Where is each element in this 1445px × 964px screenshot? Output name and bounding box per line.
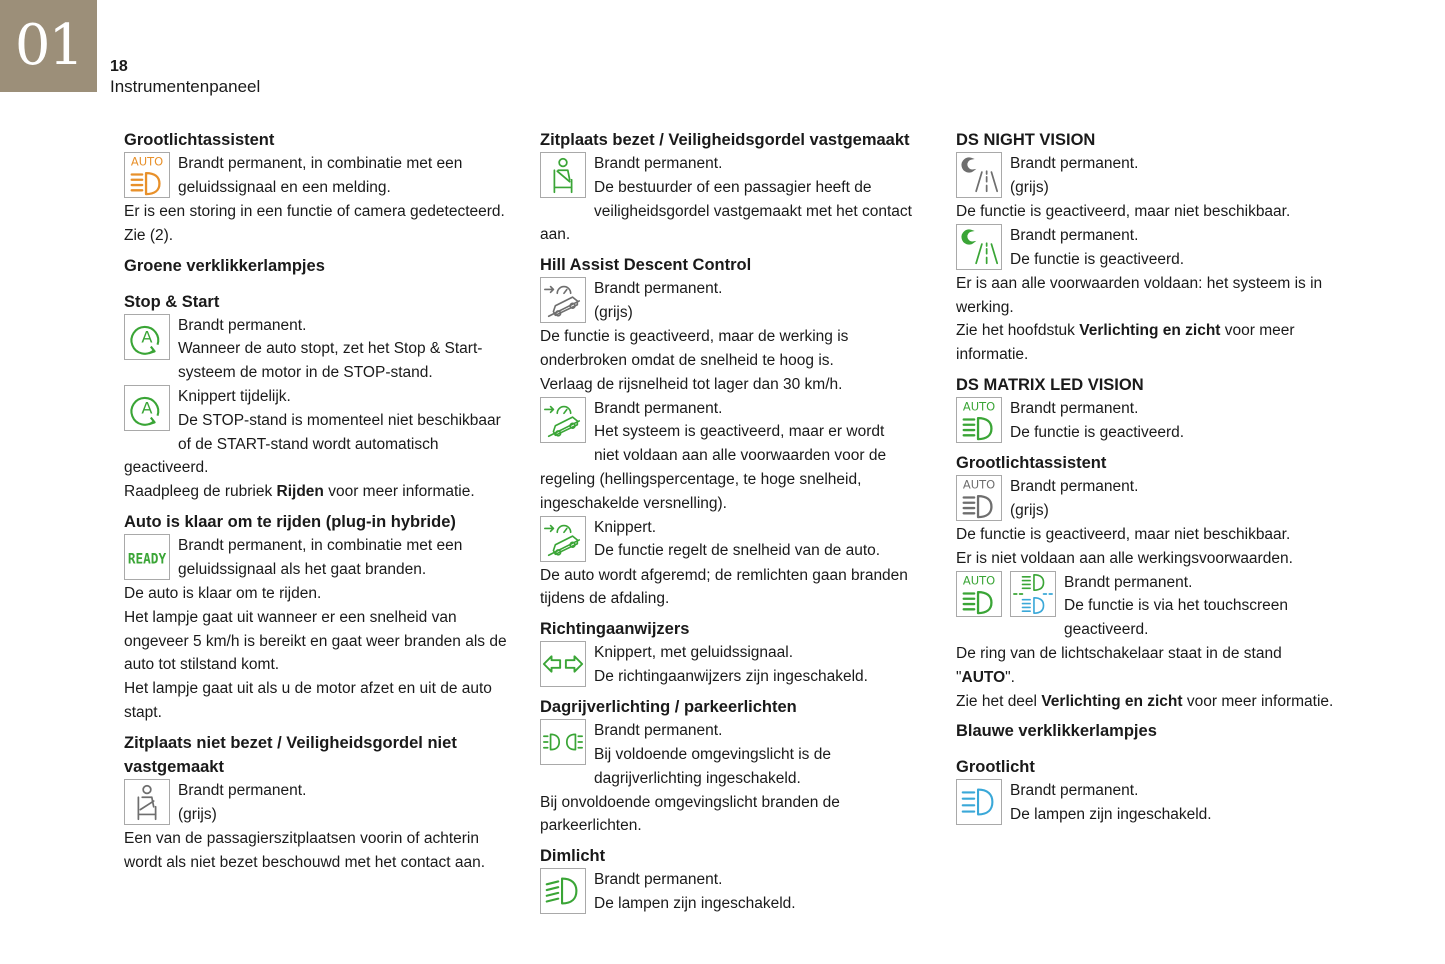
hill-descent-grey-icon [540, 277, 586, 323]
paragraph: De auto is klaar om te rijden. [124, 584, 322, 602]
column-2 [540, 128, 932, 916]
text-line: Brandt permanent, in combinatie met een [178, 536, 463, 554]
svg-text:AUTO: AUTO [130, 154, 164, 169]
text-line: Brandt permanent. [594, 155, 723, 172]
paragraph-reference: Zie het hoofdstuk Verlichting en zicht voor meer informatie. [956, 322, 1295, 364]
text-line: De functie regelt de snelheid van de auto. [594, 542, 881, 560]
hill-descent-green-icon [540, 397, 586, 443]
paragraph: De ring van de lichtschakelaar staat in de stand [956, 644, 1282, 662]
ready-green-icon [124, 534, 170, 580]
text-line: Het systeem is geactiveerd, maar er wordt [594, 423, 885, 441]
paragraph: "AUTO". [956, 668, 1015, 686]
paragraph: Een van de passagierszitplaatsen voorin of achterin wordt als niet bezet beschouwd met het contact aan. [124, 829, 486, 871]
text-line: De lampen zijn ingeschakeld. [1010, 806, 1212, 824]
indicator-night-vision-grey [956, 152, 1348, 200]
text-line: Brandt permanent. [594, 871, 723, 889]
text-line: Bij voldoende omgevingslicht is de [594, 745, 831, 763]
indicator-ready [124, 534, 516, 582]
text-line: De STOP-stand is momenteel niet beschikbaar [178, 411, 501, 429]
text-line: (grijs) [178, 805, 217, 823]
auto-high-beam-orange-icon [124, 152, 170, 198]
indicator-matrix-led [956, 397, 1348, 445]
indicator-turn-signals [540, 641, 932, 689]
page-title: Instrumentenpaneel [110, 77, 261, 96]
text-line: (grijs) [1010, 501, 1049, 519]
section-title-seat-belted: Zitplaats bezet / Veiligheidsgordel vastgemaakt [540, 131, 910, 149]
text-line: Brandt permanent. [1010, 782, 1139, 800]
text-line: De bestuurder of een passagier heeft de [594, 178, 872, 196]
stop-start-blinking-green-icon [124, 385, 170, 431]
auto-high-beam-green-icon [956, 397, 1002, 443]
text-line: De functie is geactiveerd. [1010, 250, 1185, 268]
text-line: Brandt permanent. [594, 399, 723, 417]
text-continuation: veiligheidsgordel vastgemaakt met het contact aan. [540, 202, 912, 244]
text-line: geluidssignaal en een melding. [178, 178, 391, 196]
section-title-turn-signals: Richtingaanwijzers [540, 620, 690, 639]
paragraph: De functie is geactiveerd, maar niet beschikbaar. [956, 525, 1291, 543]
paragraph: De functie is geactiveerd, maar niet beschikbaar. [956, 203, 1291, 220]
text-line: Brandt permanent. [594, 722, 723, 740]
text-line: De richtingaanwijzers zijn ingeschakeld. [594, 667, 868, 685]
text-line: Knippert tijdelijk. [178, 387, 291, 405]
reference-verlichting: Verlichting en zicht [1079, 322, 1221, 340]
svg-text:AUTO: AUTO [962, 573, 996, 588]
indicator-stop-start-blinking [124, 385, 516, 480]
indicator-seat-unoccupied [124, 779, 516, 827]
section-title-grootlichtassistent: Grootlichtassistent [956, 453, 1107, 472]
section-title-ready: Auto is klaar om te rijden (plug-in hybride) [124, 512, 456, 531]
text-line: Knippert, met geluidssignaal. [594, 644, 794, 662]
section-title-stop-start: Stop & Start [124, 292, 220, 311]
seat-belted-green-icon [540, 152, 586, 198]
indicator-gla-grey [956, 475, 1348, 523]
text-line: (grijs) [1010, 178, 1049, 196]
paragraph: Er is niet voldaan aan alle werkingsvoorwaarden. [956, 549, 1293, 567]
svg-text:AUTO: AUTO [962, 477, 996, 492]
svg-text:A: A [141, 398, 153, 418]
section-title-drl: Dagrijverlichting / parkeerlichten [540, 698, 797, 717]
text-line: Knippert. [594, 518, 657, 536]
text-continuation: of de START-stand wordt automatisch geactiveerd. [124, 435, 439, 477]
reference-rijden: Rijden [276, 483, 324, 501]
auto-high-beam-green-icon [956, 571, 1002, 617]
group-title-blauwe: Blauwe verklikkerlampjes [956, 722, 1157, 741]
text-line: De lampen zijn ingeschakeld. [594, 894, 796, 912]
indicator-hadc-grey [540, 277, 932, 325]
paragraph: Het lampje gaat uit wanneer er een snelheid van ongeveer 5 km/h is bereikt en gaat weer branden als de auto tot stilstand komt. [124, 608, 507, 674]
text-line: Brandt permanent. [1010, 477, 1139, 495]
indicator-hadc-blinking [540, 516, 932, 564]
paragraph-reference: Raadpleeg de rubriek Rijden voor meer informatie. [124, 483, 475, 501]
high-beam-blue-icon [956, 779, 1002, 825]
section-title-grootlicht: Grootlicht [956, 758, 1035, 777]
seat-unbelted-grey-icon [124, 779, 170, 825]
indicator-hadc-steady [540, 397, 932, 516]
indicator-seat-belted [540, 152, 932, 247]
svg-text:AUTO: AUTO [962, 399, 996, 414]
indicator-grootlicht [956, 779, 1348, 827]
auto-setting: AUTO [961, 668, 1006, 686]
svg-text:A: A [141, 327, 153, 347]
paragraph: Het lampje gaat uit als u de motor afzet en uit de auto stapt. [124, 680, 492, 721]
page-number: 18 [110, 58, 128, 75]
text-line: (grijs) [594, 303, 633, 321]
section-title-night-vision: DS NIGHT VISION [956, 131, 1096, 149]
column-1 [124, 128, 516, 874]
section-title-dimlicht: Dimlicht [540, 847, 606, 866]
chapter-tab: 01 [0, 0, 97, 92]
paragraph: Verlaag de rijsnelheid tot lager dan 30 km/h. [540, 375, 843, 393]
text-line: Brandt permanent. [1010, 226, 1139, 244]
indicator-stop-start-steady [124, 314, 516, 385]
text-line: Brandt permanent. [178, 316, 307, 334]
stop-start-green-icon [124, 314, 170, 360]
paragraph: Bij onvoldoende omgevingslicht branden de parkeerlichten. [540, 793, 840, 835]
text-line: De functie is via het touchscreen [1064, 597, 1289, 615]
reference-verlichting: Verlichting en zicht [1041, 692, 1183, 710]
indicator-grootlicht-fault [124, 152, 516, 200]
paragraph: De auto wordt afgeremd; de remlichten gaan branden tijdens de afdaling. [540, 566, 908, 608]
icon-pair [956, 571, 1056, 619]
night-vision-green-icon [956, 224, 1002, 270]
turn-signal-arrows-green-icon [540, 641, 586, 687]
column-3 [956, 128, 1348, 827]
high-low-beam-switch-icon [1010, 571, 1056, 617]
night-vision-grey-icon [956, 152, 1002, 198]
hill-descent-blinking-green-icon [540, 516, 586, 562]
text-line: Brandt permanent. [594, 280, 723, 298]
text-line: Brandt permanent, in combinatie met een [178, 155, 463, 172]
text-continuation: geactiveerd. [1064, 621, 1149, 639]
text-line: Wanneer de auto stopt, zet het Stop & Start- [178, 340, 483, 358]
text-line: Brandt permanent. [1010, 155, 1139, 172]
indicator-dimlicht [540, 868, 932, 916]
text-line: Brandt permanent. [1010, 399, 1139, 417]
paragraph: De functie is geactiveerd, maar de werking is onderbroken omdat de snelheid te hoog is. [540, 328, 849, 369]
text-continuation: dagrijverlichting ingeschakeld. [594, 769, 801, 787]
paragraph: Zie (2). [124, 226, 174, 244]
section-title-matrix-led: DS MATRIX LED VISION [956, 375, 1144, 394]
daytime-running-lights-green-icon [540, 719, 586, 765]
text-continuation: niet voldaan aan alle voorwaarden voor de regeling (hellingspercentage, te hoge snelheid, ingeschakelde versnelling). [540, 447, 887, 512]
section-title-grootlichtassistent-fault: Grootlichtassistent [124, 131, 275, 149]
section-title-hadc: Hill Assist Descent Control [540, 256, 752, 275]
text-line: De functie is geactiveerd. [1010, 423, 1185, 441]
text-line: geluidssignaal als het gaat branden. [178, 560, 427, 578]
text-continuation: systeem de motor in de STOP-stand. [178, 364, 433, 382]
section-title-seat-unoccupied: Zitplaats niet bezet / Veiligheidsgordel niet vastgemaakt [124, 733, 457, 776]
text-line: Brandt permanent. [178, 781, 307, 799]
indicator-drl [540, 719, 932, 790]
text-line: Brandt permanent. [1064, 573, 1193, 591]
indicator-night-vision-green [956, 224, 1348, 272]
low-beam-green-icon [540, 868, 586, 914]
auto-high-beam-grey-icon [956, 475, 1002, 521]
group-title-groene: Groene verklikkerlampjes [124, 256, 325, 275]
indicator-gla-green-blue [956, 571, 1348, 642]
svg-text:READY: READY [127, 551, 167, 568]
paragraph: Er is een storing in een functie of camera gedetecteerd. [124, 203, 505, 220]
paragraph-reference: Zie het deel Verlichting en zicht voor meer informatie. [956, 692, 1334, 710]
paragraph: Er is aan alle voorwaarden voldaan: het systeem is in werking. [956, 274, 1323, 316]
